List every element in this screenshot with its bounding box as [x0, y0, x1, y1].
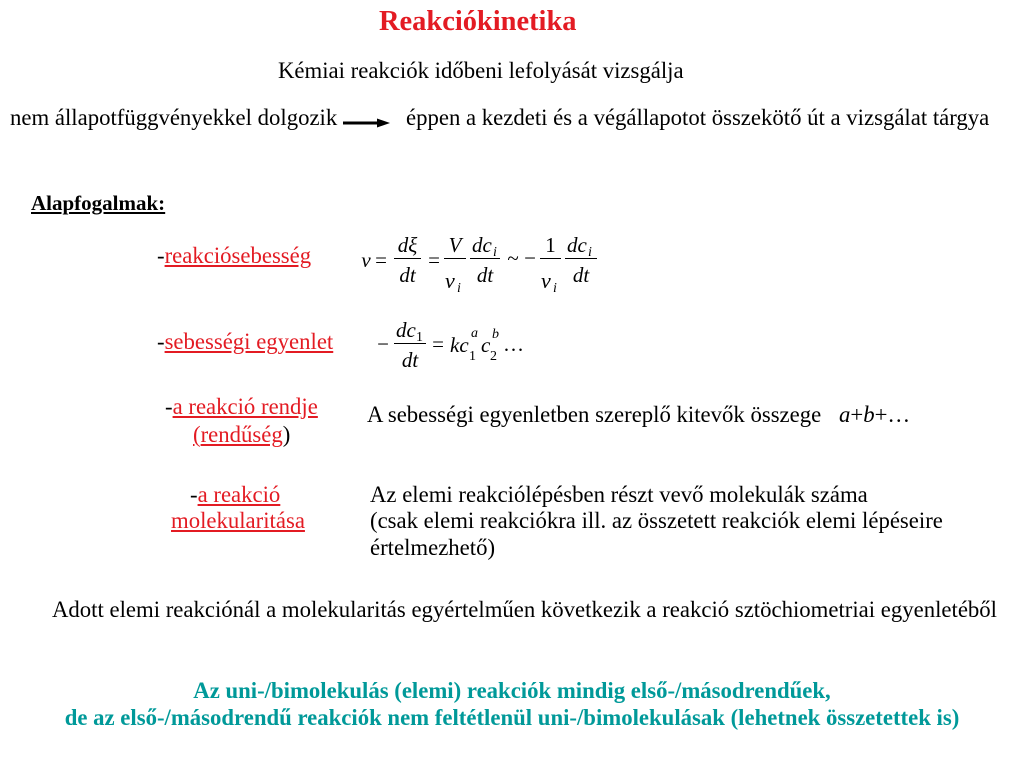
concept-molecularity-term-2[interactable]: molekularitása — [171, 508, 305, 533]
fraction-numerator: 1 — [545, 233, 556, 257]
superscript-a: a — [471, 326, 478, 341]
fraction-denominator: dt — [476, 263, 494, 287]
approx-sign: ~ — [507, 246, 519, 270]
right-arrow-icon — [343, 119, 390, 128]
rate-symbol-v: v — [361, 248, 371, 272]
equals-sign: = — [432, 332, 444, 356]
subtitle: Kémiai reakciók időbeni lefolyását vizsgálja — [278, 58, 684, 83]
premise-right-text: éppen a kezdeti és a végállapotot összekötő út a vizsgálat tárgya — [406, 105, 990, 130]
concept-dash: - — [165, 394, 173, 419]
fraction-denominator: dt — [399, 263, 416, 287]
molecularity-definition-line: értelmezhető) — [370, 535, 496, 560]
subscript: 1 — [469, 349, 476, 364]
concentration-c2: c — [481, 333, 491, 357]
concept-order-term[interactable]: a reakció rendje — [172, 394, 318, 419]
equals-sign: = — [428, 248, 440, 272]
concept-order-alt-open[interactable]: ( — [193, 422, 201, 447]
concept-order-alt — [193, 422, 290, 448]
subscript: i — [588, 245, 592, 260]
conclusion-line: de az első-/másodrendű reakciók nem feltétlenül uni-/bimolekulásak (lehetnek összetettek is) — [64, 705, 960, 730]
subscript: 2 — [490, 349, 497, 364]
rate-constant-and-c1: kc — [450, 333, 469, 357]
subscript: i — [553, 281, 557, 296]
concept-molecularity-term-1[interactable]: a reakció — [197, 482, 281, 507]
fraction-numerator: V — [448, 233, 462, 257]
concept-dash: - — [157, 243, 165, 268]
fraction-denominator: ν — [541, 268, 551, 293]
section-heading: Alapfogalmak: — [31, 191, 166, 215]
concept-rate-term[interactable]: reakciósebesség — [164, 243, 312, 268]
concept-molecularity-line1 — [190, 482, 280, 508]
molecularity-definition-line: (csak elemi reakciókra ill. az összetett reakciók elemi lépéseire — [370, 508, 943, 533]
concept-rate-equation — [157, 329, 333, 355]
concept-dash: - — [157, 329, 165, 354]
fraction-numerator: dc — [472, 233, 492, 257]
molecularity-definition-line: Az elemi reakciólépésben részt vevő molekulák száma — [370, 482, 868, 507]
concept-rate-equation-term[interactable]: sebességi egyenlet — [164, 329, 334, 354]
conclusion-line: Az uni-/bimolekulás (elemi) reakciók mindig első-/másodrendűek, — [193, 678, 831, 703]
concept-order-alt-term[interactable]: rendűség — [200, 422, 283, 447]
concept-order-alt-close: ) — [282, 422, 291, 447]
arrow-head — [377, 119, 390, 128]
fraction-denominator: dt — [572, 263, 590, 287]
concept-order-definition: A sebességi egyenletben szereplő kitevők összege — [367, 402, 822, 427]
superscript-b: b — [492, 327, 499, 342]
concept-order — [165, 394, 318, 420]
equals-sign: = — [375, 248, 387, 272]
rate-law-formula — [377, 318, 524, 372]
fraction-numerator: dξ — [397, 233, 418, 257]
fraction-numerator: dc — [567, 233, 587, 257]
minus-sign: − — [524, 246, 536, 270]
premise-left-text: nem állapotfüggvényekkel dolgozik — [10, 105, 338, 130]
fraction-denominator: dt — [401, 348, 419, 372]
exponent-b: b — [863, 402, 875, 427]
fraction-denominator: ν — [445, 268, 455, 293]
minus-sign: − — [377, 332, 389, 356]
exponent-a: a — [839, 402, 851, 427]
fraction-numerator: dc — [396, 318, 416, 342]
note-text: Adott elemi reakciónál a molekularitás egyértelműen következik a reakció sztöchiometriai egyenletéből — [52, 597, 998, 622]
concept-rate — [157, 243, 311, 269]
subscript: i — [493, 245, 497, 260]
order-sum-expression — [839, 402, 910, 428]
plus-sign: + — [850, 402, 864, 427]
rate-formula — [361, 233, 597, 296]
subscript: 1 — [416, 330, 423, 345]
expression-tail: +… — [874, 402, 911, 427]
ellipsis: … — [503, 332, 524, 356]
subscript: i — [457, 281, 461, 296]
concept-dash: - — [190, 482, 198, 507]
slide-title: Reakciókinetika — [379, 6, 577, 37]
